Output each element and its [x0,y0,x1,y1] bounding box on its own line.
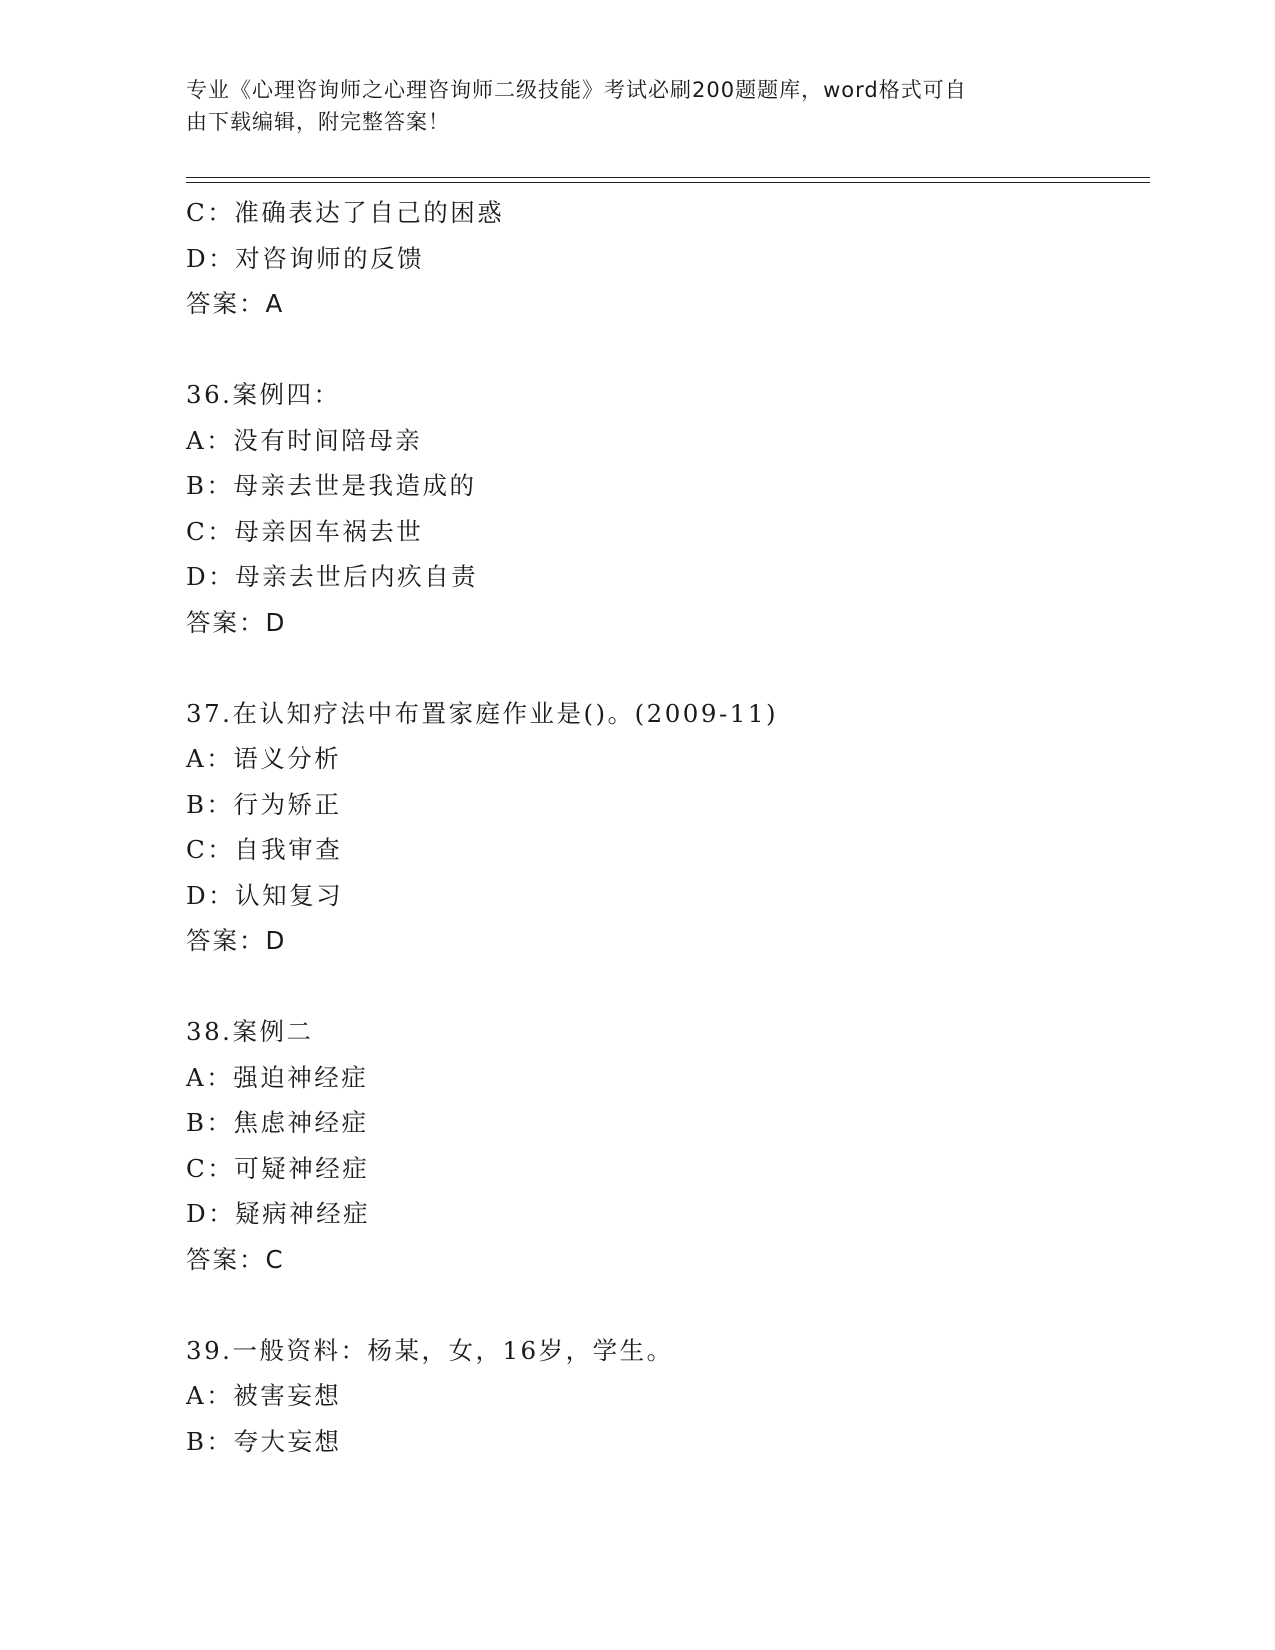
answer-line: 答案：C [186,1244,285,1274]
option-b: B：行为矫正 [186,789,342,819]
header-line-2: 由下载编辑，附完整答案！ [186,110,450,134]
spacer [186,327,1146,373]
header-line-1: 专业《心理咨询师之心理咨询师二级技能》考试必刷200题题库，word格式可自 [186,78,967,102]
option-b: B：夸大妄想 [186,1426,342,1456]
header-divider-bottom [186,182,1150,183]
option-d: D：认知复习 [186,880,344,910]
question-list [186,190,1146,1464]
answer-line: 答案：D [186,926,287,955]
option-b: B：焦虑神经症 [186,1108,369,1137]
answer-line: 答案：D [186,607,287,637]
option-c: C：可疑神经症 [186,1153,370,1183]
header-divider-top [186,177,1150,178]
spacer [186,964,1146,1010]
option-c: C：准确表达了自己的困惑 [186,198,505,227]
spacer [186,645,1146,691]
option-a: A：没有时间陪母亲 [186,425,423,455]
document-header [186,74,1066,138]
option-a: A：被害妄想 [186,1381,342,1410]
question-block-prev [186,190,1146,327]
option-a: A：语义分析 [186,744,342,773]
question-block-37 [186,691,1146,964]
question-stem: 39.一般资料：杨某，女，16岁，学生。 [186,1335,674,1365]
question-stem: 36.案例四： [186,380,341,409]
option-c: C：母亲因车祸去世 [186,516,424,546]
spacer [186,1282,1146,1328]
option-a: A：强迫神经症 [186,1062,369,1092]
option-c: C：自我审查 [186,835,343,864]
question-block-38 [186,1009,1146,1282]
answer-line: 答案：A [186,289,285,318]
question-stem: 38.案例二 [186,1017,314,1046]
option-b: B：母亲去世是我造成的 [186,471,477,500]
question-block-39 [186,1328,1146,1465]
option-d: D：母亲去世后内疚自责 [186,562,479,591]
option-d: D：对咨询师的反馈 [186,243,425,273]
question-stem: 37.在认知疗法中布置家庭作业是()。(2009-11) [186,698,778,728]
question-block-36 [186,372,1146,645]
option-d: D：疑病神经症 [186,1199,371,1228]
